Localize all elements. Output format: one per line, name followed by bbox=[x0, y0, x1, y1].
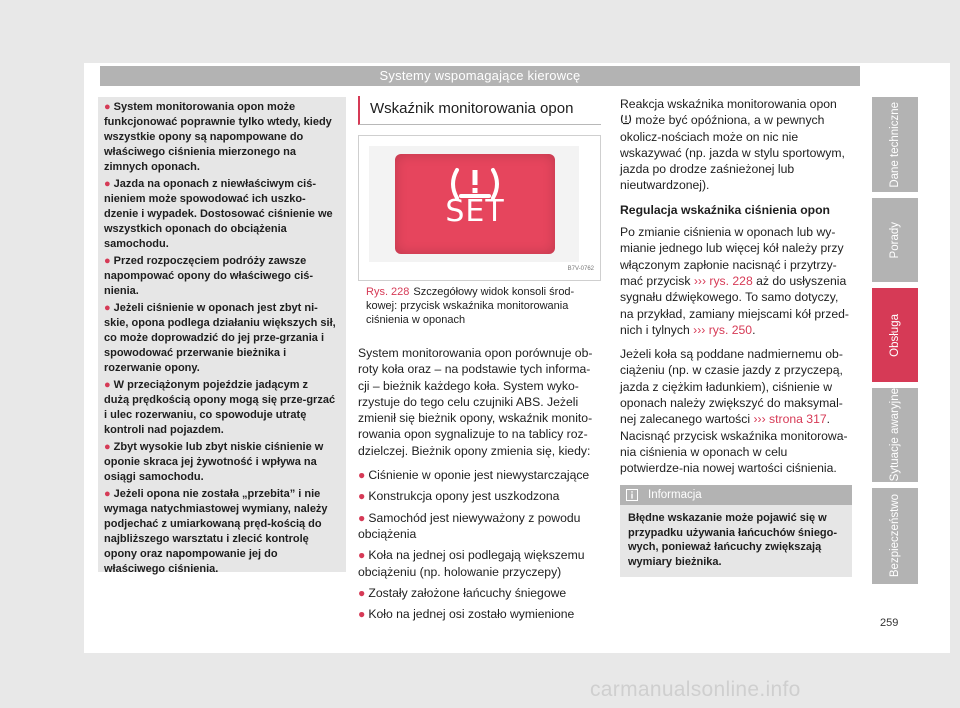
tire-warning-inline-icon bbox=[620, 114, 632, 125]
warning-item: ● W przeciążonym pojeździe jadącym z dużą prędkością opony mogą się prze-grzać i ulec rozerwaniu, co spowoduje utratę kontroli nad pojazdem. bbox=[104, 379, 336, 436]
console-panel bbox=[369, 146, 579, 262]
tab-porady[interactable]: Porady bbox=[872, 198, 918, 282]
chapter-tabs bbox=[872, 97, 918, 590]
tab-dane-techniczne[interactable]: Dane techniczne bbox=[872, 97, 918, 192]
page-header: Systemy wspomagające kierowcę bbox=[100, 66, 860, 86]
tab-sytuacje-awaryjne[interactable]: Sytuacje awaryjne bbox=[872, 388, 918, 482]
warning-item: ● Przed rozpoczęciem podróży zawsze napompować opony do właściwego ciś-nienia. bbox=[104, 255, 314, 297]
ref-link-page317[interactable]: ››› strona 317 bbox=[753, 412, 827, 427]
bullet-icon: ● bbox=[358, 510, 366, 525]
info-icon bbox=[626, 489, 638, 501]
warning-item: ● Jeżeli opona nie została „przebita” i nie wymaga natychmiastowej wymiany, należy podjechać z umiarkowaną pręd-kością do najbliższego warsztatu i zlecić kontrolę opony oraz napompowanie jej do właściwego ciśnienia. bbox=[104, 488, 328, 575]
paragraph-reaction: Reakcja wskaźnika monitorowania opon może być opóźniona, a w pewnych okolicz-nościach może on nic nie wskazywać (np. jazda w stylu sportowym, jazda po drodze zaśnieżonej lub nieutwardzonej). bbox=[620, 97, 845, 193]
subheading: Regulacja wskaźnika ciśnienia opon bbox=[620, 202, 830, 217]
figure-caption bbox=[358, 285, 601, 327]
bullet-icon: ● bbox=[104, 255, 111, 267]
info-header: Informacja bbox=[620, 485, 852, 506]
warning-item: ● Zbyt wysokie lub zbyt niskie ciśnienie w oponie skraca jej żywotność i wpływa na osiągi samochodu. bbox=[104, 441, 324, 483]
warning-item: ● Jeżeli ciśnienie w oponach jest zbyt ni-skie, opona podlega działaniu większych sił, co może doprowadzić do jej prze-grzania i spowodować przerwanie bieżnika i rozerwanie opony. bbox=[104, 302, 336, 374]
list-item: ● Konstrukcja opony jest uszkodzona bbox=[358, 489, 560, 504]
list-item: ● Koła na jednej osi podlegają większemu obciążeniu (np. holowanie przyczepy) bbox=[358, 548, 585, 579]
bullet-icon: ● bbox=[104, 488, 111, 500]
bullet-icon: ● bbox=[104, 101, 111, 113]
figure-228 bbox=[358, 135, 601, 281]
caption-number: Rys. 228 bbox=[366, 286, 410, 298]
paragraph-load: Jeżeli koła są poddane nadmiernemu ob-ciążeniu (np. w czasie jazdy z przyczepą, jazda z ciężkim ładunkiem), ciśnienie w oponach należy zwiększyć do maksymal-nej zalecanego wartości ››› strona 317. Nacisnąć przycisk wskaźnika monitorowa-nia ciśnienia w oponach w celu potwierdze-nia nowej wartości ciśnienia. bbox=[620, 347, 848, 476]
paragraph-adjust: Po zmianie ciśnienia w oponach lub wy-mianie jednego lub więcej kół należy przy włączonym zapłonie nacisnąć i przytrzy-mać przycisk ››› rys. 228 aż do usłyszenia sygnału dźwiękowego. To samo dotyczy, na przykład, zamiany miejscami kół przed-nich i tylnych ››› rys. 250. bbox=[620, 225, 849, 337]
set-button bbox=[395, 154, 555, 254]
ref-link-fig228[interactable]: ››› rys. 228 bbox=[693, 273, 753, 288]
list-item: ● Ciśnienie w oponie jest niewystarczające bbox=[358, 468, 590, 483]
list-item: ● Koło na jednej osi zostało wymienione bbox=[358, 607, 575, 622]
bullet-icon: ● bbox=[358, 489, 366, 504]
watermark: carmanualsonline.info bbox=[590, 678, 801, 701]
right-column bbox=[620, 96, 852, 577]
section-title: Wskaźnik monitorowania opon bbox=[358, 96, 601, 125]
tab-bezpieczenstwo[interactable]: Bezpieczeństwo bbox=[872, 488, 918, 584]
middle-column bbox=[358, 96, 601, 627]
bullet-icon: ● bbox=[358, 607, 366, 622]
intro-text: System monitorowania opon porównuje ob-roty koła oraz – na podstawie tych informa-cji – bieżnik każdego koła. System wyko-rzystuje do tego celu czujniki ABS. Jeżeli zmienił się bieżnik opony, wskaźnik monito-rowania opon sygnalizuje to na tablicy roz-dzielczej. Bieżnik opony zmienia się, kiedy: bbox=[358, 346, 593, 458]
page-number: 259 bbox=[880, 617, 899, 629]
info-box bbox=[620, 485, 852, 578]
caption-text: Szczegółowy widok konsoli środ-kowej: przycisk wskaźnika monitorowania ciśnienia w oponach bbox=[366, 286, 575, 326]
list-item: ● Zostały założone łańcuchy śniegowe bbox=[358, 585, 567, 600]
bullet-icon: ● bbox=[358, 468, 366, 483]
warning-box bbox=[98, 97, 346, 575]
figure-code: B7V-0762 bbox=[567, 265, 594, 272]
bullet-icon: ● bbox=[358, 585, 366, 600]
list-item: ● Samochód jest niewyważony z powodu obciążenia bbox=[358, 510, 581, 541]
bullet-icon: ● bbox=[358, 548, 366, 563]
bullet-icon: ● bbox=[104, 441, 111, 453]
bullet-icon: ● bbox=[104, 379, 111, 391]
warning-item: ● Jazda na oponach z niewłaściwym ciś-nieniem może spowodować ich uszko-dzenie i wypadek. Dostosować ciśnienie we wszystkich oponach do obciążenia samochodu. bbox=[104, 178, 333, 250]
condition-list bbox=[358, 467, 601, 622]
warning-item: ● System monitorowania opon może funkcjonować poprawnie tylko wtedy, kiedy wszystkie opony są napompowane do właściwego ciśnienia mierzonego na zimnych oponach. bbox=[104, 101, 332, 173]
bullet-icon: ● bbox=[104, 178, 111, 190]
bullet-icon: ● bbox=[104, 302, 111, 314]
set-label: SET bbox=[445, 194, 505, 229]
ref-link-fig250[interactable]: ››› rys. 250 bbox=[693, 322, 753, 337]
info-text: Błędne wskazanie może pojawić się w przypadku używania łańcuchów śniego-wych, ponieważ łańcuchy zwiększają wymiary bieżnika. bbox=[628, 512, 838, 568]
tab-obsluga[interactable]: Obsługa bbox=[872, 288, 918, 382]
